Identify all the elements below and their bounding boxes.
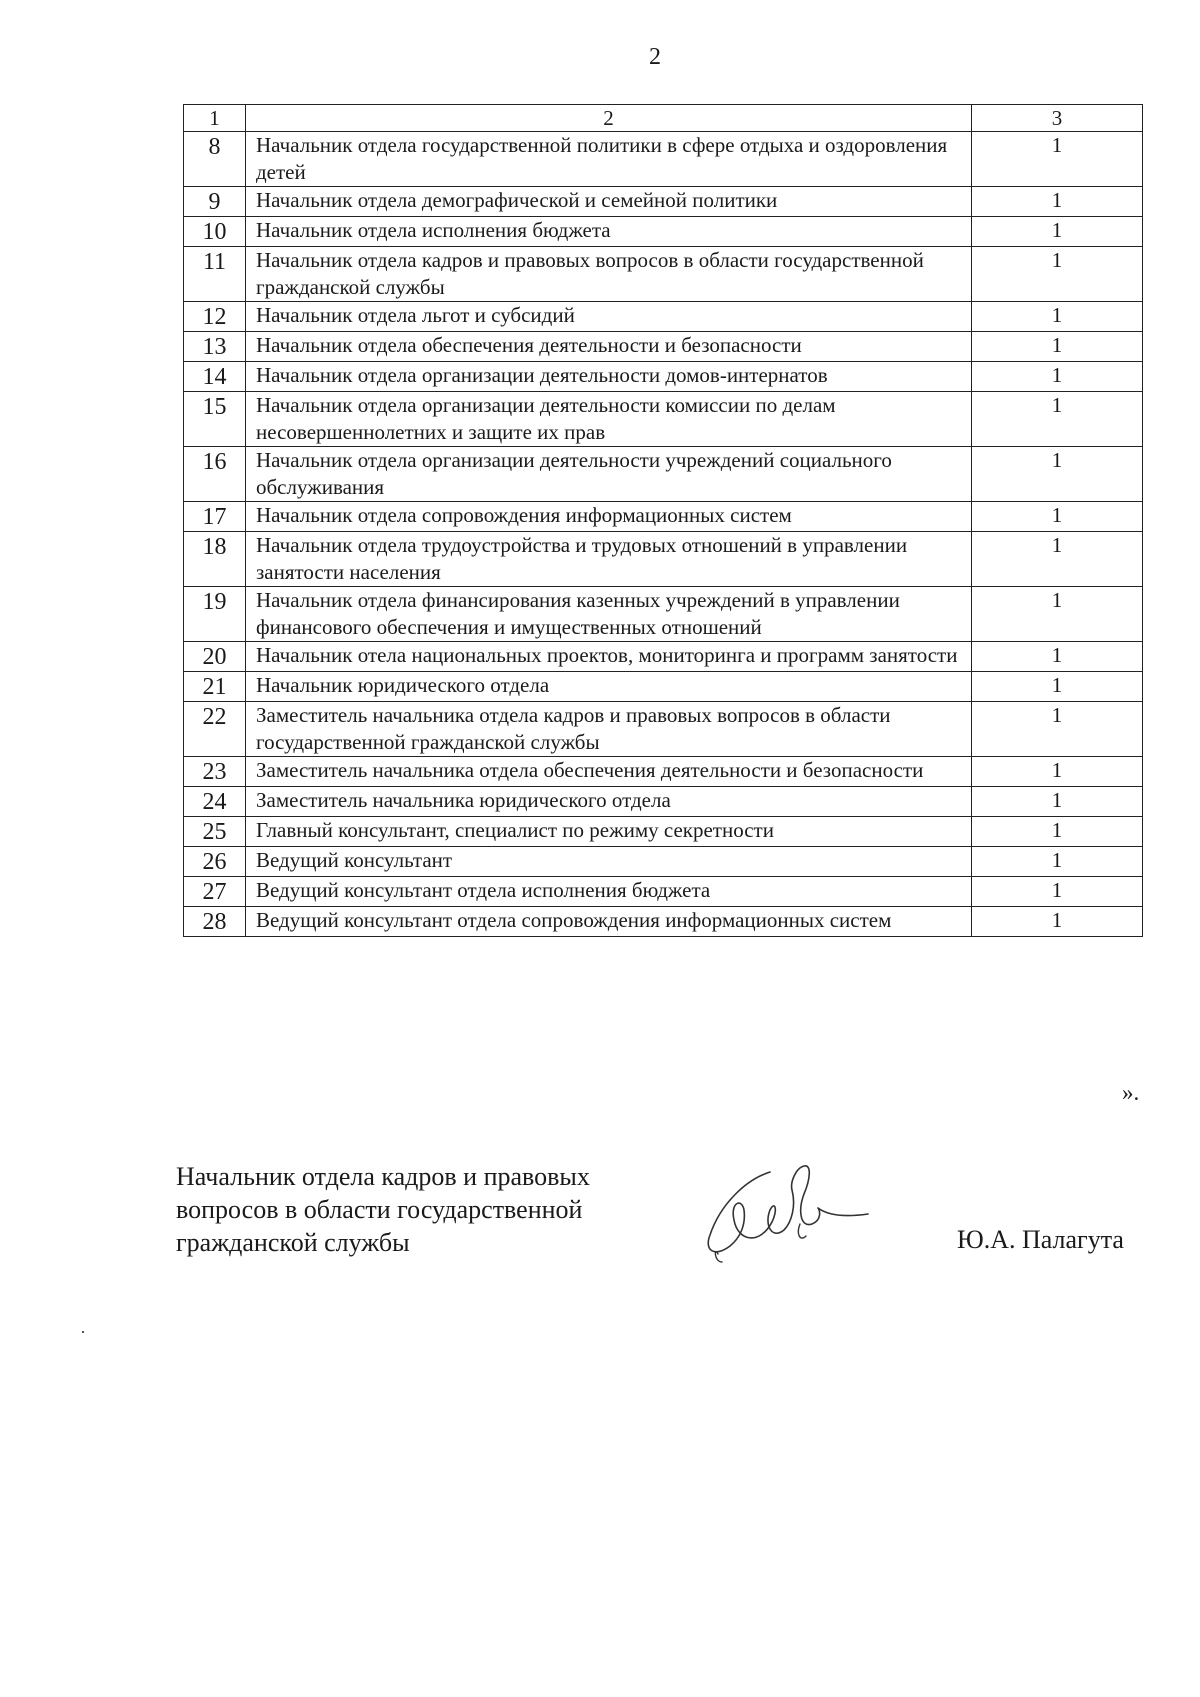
row-number: 28 [184, 907, 246, 937]
position-quantity: 1 [972, 672, 1143, 702]
closing-quote-mark: ». [1122, 1080, 1140, 1105]
position-quantity: 1 [972, 187, 1143, 217]
header-col-3: 3 [972, 105, 1143, 132]
position-title: Заместитель начальника юридического отдела [246, 787, 972, 817]
position-title: Заместитель начальника отдела кадров и правовых вопросов в области государственной гражданской службы [246, 702, 972, 757]
position-title: Начальник отдела государственной политики в сфере отдыха и оздоровления детей [246, 132, 972, 187]
header-col-1: 1 [184, 105, 246, 132]
position-title: Начальник отдела организации деятельности комиссии по делам несовершеннолетних и защите их прав [246, 392, 972, 447]
position-title: Начальник отдела кадров и правовых вопросов в области государственной гражданской службы [246, 247, 972, 302]
row-number: 25 [184, 817, 246, 847]
position-title: Заместитель начальника отдела обеспечения деятельности и безопасности [246, 757, 972, 787]
position-quantity: 1 [972, 907, 1143, 937]
position-title: Главный консультант, специалист по режиму секретности [246, 817, 972, 847]
position-quantity: 1 [972, 587, 1143, 642]
page-number: 2 [649, 44, 661, 70]
position-quantity: 1 [972, 247, 1143, 302]
table-row [184, 502, 1143, 532]
table-row [184, 757, 1143, 787]
position-quantity: 1 [972, 702, 1143, 757]
row-number: 20 [184, 642, 246, 672]
position-title: Начальник отдела организации деятельности домов-интернатов [246, 362, 972, 392]
position-quantity: 1 [972, 817, 1143, 847]
row-number: 19 [184, 587, 246, 642]
position-quantity: 1 [972, 847, 1143, 877]
row-number: 17 [184, 502, 246, 532]
signer-position-line: Начальник отдела кадров и правовых [176, 1162, 590, 1191]
row-number: 23 [184, 757, 246, 787]
position-title: Начальник отдела трудоустройства и трудовых отношений в управлении занятости населения [246, 532, 972, 587]
position-title: Начальник отдела финансирования казенных учреждений в управлении финансового обеспечения и имущественных отношений [246, 587, 972, 642]
table-row [184, 447, 1143, 502]
row-number: 26 [184, 847, 246, 877]
row-number: 12 [184, 302, 246, 332]
table-row [184, 217, 1143, 247]
table-row [184, 247, 1143, 302]
table-row [184, 332, 1143, 362]
table-row [184, 642, 1143, 672]
position-quantity: 1 [972, 217, 1143, 247]
handwritten-signature [700, 1150, 880, 1270]
table-row [184, 362, 1143, 392]
position-title: Начальник отдела льгот и субсидий [246, 302, 972, 332]
position-quantity: 1 [972, 302, 1143, 332]
position-quantity: 1 [972, 132, 1143, 187]
position-title: Начальник отдела обеспечения деятельности и безопасности [246, 332, 972, 362]
table-row [184, 187, 1143, 217]
table-row [184, 847, 1143, 877]
staff-positions-table [183, 104, 1143, 937]
position-quantity: 1 [972, 332, 1143, 362]
scan-speck [82, 1331, 84, 1333]
row-number: 14 [184, 362, 246, 392]
row-number: 10 [184, 217, 246, 247]
signer-position-line: вопросов в области государственной [176, 1195, 583, 1224]
table-row [184, 302, 1143, 332]
table-row [184, 672, 1143, 702]
row-number: 24 [184, 787, 246, 817]
position-quantity: 1 [972, 757, 1143, 787]
signer-name: Ю.А. Палагута [957, 1225, 1124, 1254]
position-quantity: 1 [972, 642, 1143, 672]
position-title: Начальник отдела исполнения бюджета [246, 217, 972, 247]
table-row [184, 587, 1143, 642]
table-row [184, 392, 1143, 447]
position-quantity: 1 [972, 502, 1143, 532]
row-number: 15 [184, 392, 246, 447]
table-row [184, 907, 1143, 937]
position-title: Начальник отдела организации деятельности учреждений социального обслуживания [246, 447, 972, 502]
row-number: 22 [184, 702, 246, 757]
row-number: 21 [184, 672, 246, 702]
row-number: 13 [184, 332, 246, 362]
table-row [184, 817, 1143, 847]
table-row [184, 532, 1143, 587]
table-row [184, 132, 1143, 187]
position-title: Ведущий консультант отдела сопровождения информационных систем [246, 907, 972, 937]
position-quantity: 1 [972, 447, 1143, 502]
row-number: 11 [184, 247, 246, 302]
position-quantity: 1 [972, 787, 1143, 817]
signer-position-line: гражданской службы [176, 1228, 410, 1257]
position-quantity: 1 [972, 392, 1143, 447]
position-title: Начальник отдела демографической и семейной политики [246, 187, 972, 217]
row-number: 27 [184, 877, 246, 907]
row-number: 9 [184, 187, 246, 217]
row-number: 18 [184, 532, 246, 587]
signer-position [176, 1160, 696, 1259]
position-title: Начальник юридического отдела [246, 672, 972, 702]
row-number: 16 [184, 447, 246, 502]
position-title: Ведущий консультант [246, 847, 972, 877]
position-title: Ведущий консультант отдела исполнения бюджета [246, 877, 972, 907]
table-row [184, 702, 1143, 757]
header-col-2: 2 [246, 105, 972, 132]
row-number: 8 [184, 132, 246, 187]
position-quantity: 1 [972, 877, 1143, 907]
position-quantity: 1 [972, 362, 1143, 392]
table-row [184, 877, 1143, 907]
position-title: Начальник отдела сопровождения информационных систем [246, 502, 972, 532]
position-title: Начальник отела национальных проектов, мониторинга и программ занятости [246, 642, 972, 672]
position-quantity: 1 [972, 532, 1143, 587]
table-row [184, 787, 1143, 817]
table-header-row [184, 105, 1143, 132]
